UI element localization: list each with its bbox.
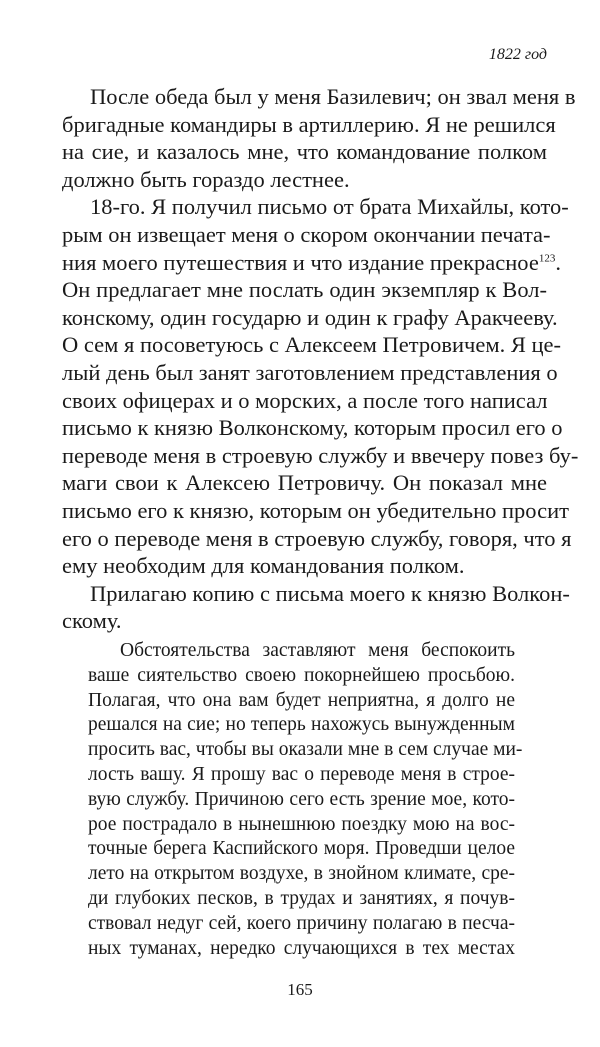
quoted-letter: [88, 639, 523, 961]
line-text: Полагая, что она вам будет неприятна, я долго не: [88, 689, 515, 711]
line-text: решался на сие; но теперь нахожусь вынужденным: [88, 714, 515, 736]
line-text: рым он извещает меня о скором окончании печата-: [62, 221, 551, 247]
text-line: [88, 788, 515, 813]
text-line: [62, 331, 561, 359]
text-line: [62, 276, 547, 304]
text-line: [62, 469, 547, 497]
text-line: [62, 221, 551, 249]
line-text: рое пострадало в нынешнюю поездку мою на вос-: [88, 813, 515, 835]
line-text: После обеда был у меня Базилевич; он звал меня в: [90, 84, 576, 109]
text-line: [62, 193, 569, 221]
text-line: [88, 713, 515, 738]
text-line: [88, 912, 515, 937]
line-text: Он предлагает мне послать один экземпляр к Вол-: [62, 277, 547, 303]
footnote-ref[interactable]: 123: [538, 252, 556, 265]
line-text: его о переводе меня в строевую службу, говоря, что я: [62, 525, 572, 551]
line-text: лость вашу. Я прошу вас о переводе меня в строе-: [88, 763, 515, 785]
text-line: [62, 580, 570, 608]
line-text: письмо к князю Волконскому, которым просил его о: [62, 415, 563, 441]
line-text: письмо его к князю, которым он убедительно просит: [62, 497, 569, 523]
line-text: должно быть гораздо лестнее.: [62, 166, 350, 192]
line-text: О сем я посоветуюсь с Алексеем Петровичем. Я це-: [62, 332, 561, 358]
text-line: [88, 887, 515, 912]
line-text: ния моего путешествия и что издание прекрасное: [62, 249, 539, 275]
punctuation: .: [555, 249, 561, 275]
line-text: бригадные командиры в артиллерию. Я не решился: [62, 111, 556, 137]
page-number: 165: [287, 980, 313, 999]
line-text: 18-го. Я получил письмо от брата Михайлы, кото-: [90, 194, 569, 220]
text-line: [62, 442, 579, 470]
text-line: [62, 304, 558, 332]
line-text: ствовал недуг сей, коего причину полагаю в песча-: [88, 912, 515, 934]
text-line: [62, 83, 576, 111]
running-header: 1822 год: [488, 46, 547, 63]
line-text: Прилагаю копию с письма моего к князю Волкон-: [90, 580, 570, 606]
line-text: лый день был занят заготовлением представления о: [62, 359, 558, 385]
line-text: просить вас, чтобы вы оказали мне в сем случае ми-: [88, 739, 523, 761]
text-line: [88, 664, 515, 689]
text-line: [62, 166, 547, 194]
text-line: [88, 813, 515, 838]
line-text: своих офицерах и о морских, а после того написал: [62, 387, 548, 413]
line-text: ваше сиятельство своею покорнейшею просьбою.: [88, 664, 515, 686]
line-text: маги свои к Алексею Петровичу. Он показал мне: [62, 470, 547, 496]
line-text: лето на открытом воздухе, в знойном климате, сре-: [88, 863, 515, 885]
text-line: [62, 497, 569, 525]
line-text: ему необходим для командования полком.: [62, 553, 465, 579]
line-text: точные берега Каспийского моря. Проведши целое: [88, 838, 515, 860]
text-line: [62, 552, 547, 580]
line-text: Обстоятельства заставляют меня беспокоить: [120, 640, 515, 661]
text-line: [62, 387, 547, 415]
main-text: [62, 83, 579, 635]
text-line: [88, 937, 515, 962]
text-line: [62, 249, 561, 277]
text-line: [88, 763, 515, 788]
line-text: вую службу. Причиною сего есть зрение мое, кото-: [88, 788, 515, 810]
text-line: [88, 639, 515, 664]
line-text: ных туманах, нередко случающихся в тех местах: [88, 937, 515, 959]
text-line: [88, 837, 515, 862]
text-line: [88, 862, 515, 887]
text-line: [62, 111, 556, 139]
text-line: [62, 359, 558, 387]
line-text: на сие, и казалось мне, что командование полком: [62, 139, 547, 165]
text-line: [62, 525, 572, 553]
text-line: [62, 414, 563, 442]
text-line: [88, 689, 515, 714]
text-line: [62, 607, 547, 635]
line-text: переводе меня в строевую службу и ввечеру повез бу-: [62, 442, 579, 468]
text-line: [88, 738, 523, 763]
line-text: конскому, один государю и один к графу Аракчееву.: [62, 304, 558, 330]
text-line: [62, 138, 547, 166]
line-text: скому.: [62, 608, 122, 634]
line-text: ди глубоких песков, в трудах и занятиях, я почув-: [88, 887, 515, 909]
